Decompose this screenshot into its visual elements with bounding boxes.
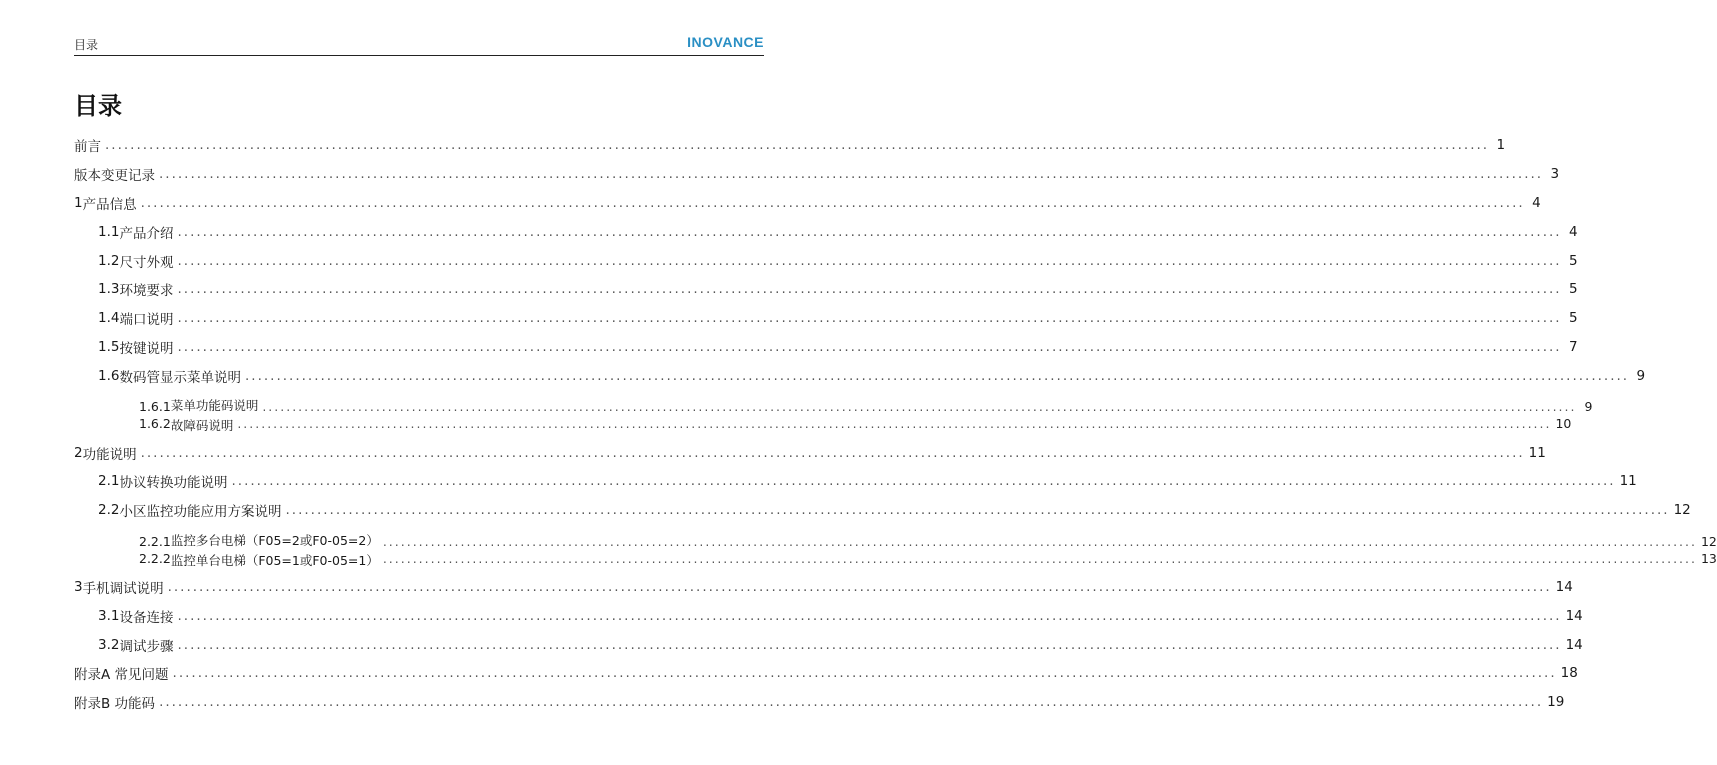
table-of-contents (74, 131, 1717, 717)
toc-entry-number: 1.6.1 (139, 399, 171, 415)
toc-entry[interactable] (74, 573, 1573, 602)
toc-entry-number: 2 (74, 444, 83, 461)
toc-entry-title: 监控单台电梯（F05=1或F0-05=1） (170, 552, 379, 568)
toc-entry-title: 尺寸外观 (119, 254, 174, 271)
toc-entry-title: 产品信息 (82, 196, 137, 213)
toc-entry[interactable] (74, 601, 1583, 630)
toc-entry[interactable] (74, 217, 1578, 246)
toc-entry-title: 协议转换功能说明 (119, 475, 228, 492)
toc-entry[interactable] (74, 275, 1578, 304)
dot-leader: ............................................................................................................................................................................................................................ (140, 444, 1525, 461)
toc-entry-title: 小区监控功能应用方案说明 (119, 504, 282, 521)
dot-leader: ............................................................................................................................................................................................................................ (167, 578, 1552, 595)
toc-entry-number: 1.2 (98, 252, 120, 269)
toc-entry[interactable] (74, 414, 1572, 438)
page-title: 目录 (74, 92, 122, 120)
dot-leader: ............................................................................................................................................................................................................................ (177, 338, 1562, 355)
toc-entry-number: 1.5 (98, 338, 120, 355)
toc-entry-page: 14 (1565, 607, 1583, 624)
dot-leader: ............................................................................................................................................................................................................................ (285, 502, 1670, 519)
toc-entry-title: 调试步骤 (119, 638, 174, 655)
toc-entry-page: 9 (1584, 399, 1593, 415)
toc-entry[interactable] (74, 160, 1560, 189)
toc-entry-page: 11 (1528, 444, 1546, 461)
toc-entry-title: 手机调试说明 (82, 580, 164, 597)
toc-entry-page: 14 (1565, 636, 1583, 653)
dot-leader: ............................................................................................................................................................................................................................ (237, 416, 1552, 432)
inovance-logo: INOVANCE (687, 34, 764, 50)
dot-leader: ............................................................................................................................................................................................................................ (231, 473, 1616, 490)
toc-entry-page: 4 (1532, 194, 1541, 211)
toc-entry-title: 故障码说明 (170, 418, 234, 434)
toc-entry[interactable] (74, 131, 1506, 160)
toc-entry[interactable] (74, 630, 1583, 659)
toc-entry-title: 监控多台电梯（F05=2或F0-05=2） (170, 532, 379, 548)
dot-leader: ............................................................................................................................................................................................................................ (177, 252, 1562, 269)
toc-entry[interactable] (74, 390, 1593, 415)
dot-leader: ............................................................................................................................................................................................................................ (140, 194, 1525, 211)
toc-entry-title: 附录A 常见问题 (74, 667, 169, 684)
toc-entry-title: 端口说明 (119, 312, 174, 329)
toc-entry-page: 7 (1568, 338, 1578, 355)
toc-entry-page: 5 (1568, 310, 1578, 327)
toc-entry[interactable] (74, 549, 1717, 573)
toc-entry-number: 2.2.2 (139, 550, 171, 566)
toc-entry-page: 12 (1673, 502, 1691, 519)
dot-leader: ............................................................................................................................................................................................................................ (172, 665, 1557, 682)
toc-entry-page: 13 (1700, 550, 1717, 566)
toc-entry[interactable] (74, 688, 1565, 717)
toc-entry-title: 菜单功能码说明 (170, 398, 259, 414)
toc-entry-page: 5 (1568, 281, 1578, 298)
toc-entry-number: 3.1 (98, 607, 120, 624)
toc-entry[interactable] (74, 189, 1541, 218)
dot-leader: ............................................................................................................................................................................................................................ (159, 694, 1544, 711)
toc-entry-number: 1.6 (98, 367, 120, 384)
toc-entry[interactable] (74, 438, 1546, 467)
toc-entry[interactable] (74, 361, 1646, 390)
toc-entry-page: 3 (1550, 166, 1560, 183)
header-divider (74, 55, 764, 56)
toc-entry-page: 1 (1496, 137, 1506, 154)
dot-leader: ............................................................................................................................................................................................................................ (177, 223, 1562, 240)
toc-entry-number: 1.1 (98, 223, 120, 240)
toc-entry-page: 18 (1560, 665, 1578, 682)
dot-leader: ............................................................................................................................................................................................................................ (177, 281, 1562, 298)
toc-entry-number: 1.6.2 (139, 416, 171, 432)
toc-entry-number: 1 (74, 194, 83, 211)
dot-leader: ............................................................................................................................................................................................................................ (262, 399, 1577, 415)
toc-entry[interactable] (74, 496, 1691, 525)
toc-entry-page: 9 (1636, 367, 1646, 384)
toc-entry-page: 12 (1700, 533, 1717, 549)
dot-leader: ............................................................................................................................................................................................................................ (159, 166, 1544, 183)
toc-entry-title: 设备连接 (119, 609, 174, 626)
toc-entry-page: 10 (1555, 416, 1572, 432)
toc-entry-number: 1.4 (98, 310, 120, 327)
toc-entry-title: 功能说明 (82, 446, 137, 463)
toc-entry[interactable] (74, 467, 1637, 496)
toc-entry-number: 2.2 (98, 502, 120, 519)
toc-entry-title: 数码管显示菜单说明 (119, 369, 241, 386)
toc-entry[interactable] (74, 659, 1578, 688)
toc-entry[interactable] (74, 525, 1717, 549)
toc-entry[interactable] (74, 246, 1578, 275)
dot-leader: ............................................................................................................................................................................................................................ (382, 533, 1697, 549)
toc-entry-number: 2.1 (98, 473, 120, 490)
toc-entry-page: 19 (1547, 694, 1565, 711)
dot-leader: ............................................................................................................................................................................................................................ (244, 367, 1630, 384)
header-section-label: 目录 (74, 38, 99, 52)
dot-leader: ............................................................................................................................................................................................................................ (177, 310, 1562, 327)
dot-leader: ............................................................................................................................................................................................................................ (177, 607, 1562, 624)
toc-entry-page: 14 (1555, 578, 1573, 595)
toc-entry-page: 4 (1568, 223, 1578, 240)
toc-entry-title: 前言 (74, 139, 101, 156)
dot-leader: ............................................................................................................................................................................................................................ (105, 137, 1490, 154)
toc-entry-title: 附录B 功能码 (74, 696, 156, 713)
toc-entry-title: 产品介绍 (119, 225, 174, 242)
toc-entry-number: 2.2.1 (139, 533, 171, 549)
toc-entry-number: 1.3 (98, 281, 120, 298)
toc-entry-number: 3 (74, 578, 83, 595)
toc-entry-number: 3.2 (98, 636, 120, 653)
dot-leader: ............................................................................................................................................................................................................................ (177, 636, 1562, 653)
toc-entry-title: 环境要求 (119, 283, 174, 300)
toc-entry-page: 11 (1619, 473, 1637, 490)
toc-entry-title: 版本变更记录 (74, 168, 155, 185)
page-header (74, 34, 764, 54)
dot-leader: ............................................................................................................................................................................................................................ (382, 550, 1697, 566)
toc-entry-title: 按键说明 (119, 340, 174, 357)
toc-entry[interactable] (74, 333, 1578, 362)
toc-entry-page: 5 (1568, 252, 1578, 269)
toc-entry[interactable] (74, 304, 1578, 333)
